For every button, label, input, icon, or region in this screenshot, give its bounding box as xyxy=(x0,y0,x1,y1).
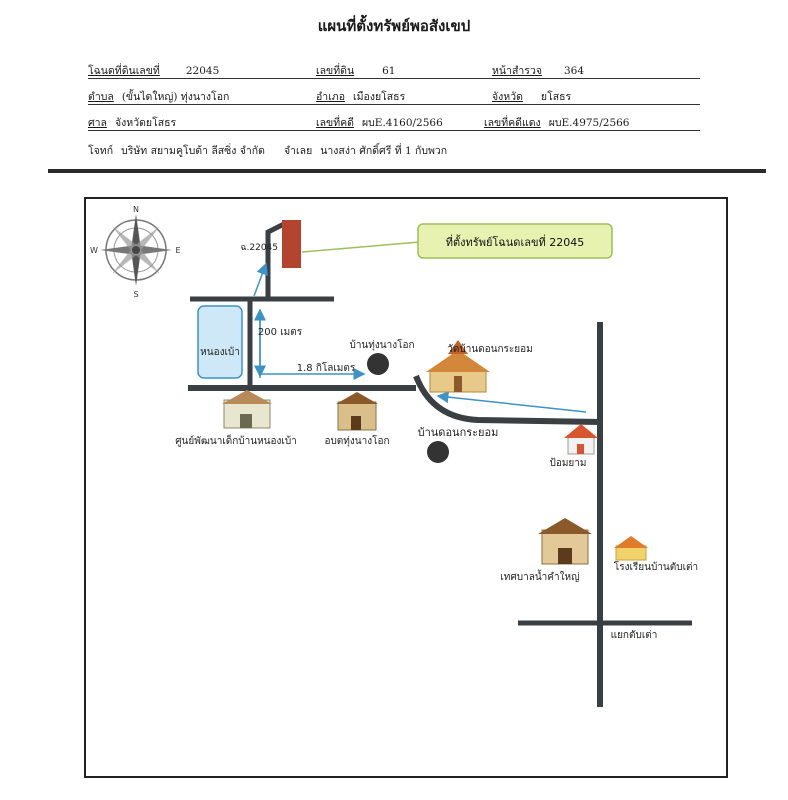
sao-label: อบตทุ่งนางโอก xyxy=(324,436,390,447)
sao-icon xyxy=(336,392,378,430)
parcel-marker xyxy=(282,220,301,268)
red-case-label: เลขที่คดีแดง xyxy=(484,117,541,129)
subdistrict-value: (ขั้นไดใหญ่) ทุ่งนางโอก xyxy=(121,91,230,103)
village-north-label: บ้านทุ่งนางโอก xyxy=(349,340,415,351)
header-row-location xyxy=(88,84,700,105)
municipality-label: เทศบาลน้ำคำใหญ่ xyxy=(500,572,580,583)
compass-north-label: N xyxy=(133,205,139,214)
child-center-label: ศูนย์พัฒนาเด็กบ้านหนองเบ้า xyxy=(175,436,297,447)
child-center-icon xyxy=(222,390,272,428)
house-icon xyxy=(564,424,598,454)
compass-west-label: W xyxy=(90,246,98,255)
compass-icon xyxy=(100,214,172,286)
map-frame xyxy=(84,197,728,778)
survey-page-value: 364 xyxy=(564,65,585,77)
deed-value: 22045 xyxy=(185,65,220,77)
house-label: ป้อมยาม xyxy=(549,458,587,469)
red-case-value: ผบE.4975/2566 xyxy=(548,117,630,129)
section-divider xyxy=(48,169,766,173)
village-south-marker xyxy=(427,441,449,463)
pond-icon xyxy=(198,306,242,378)
parcel-label: ฉ.22045 xyxy=(240,243,278,253)
defendant-label: จำเลย xyxy=(284,145,313,157)
road-to-parcel xyxy=(268,224,284,298)
province-label: จังหวัด xyxy=(492,91,523,103)
court-label: ศาล xyxy=(88,117,107,129)
case-label: เลขที่คดี xyxy=(316,117,354,129)
page-title: แผนที่ตั้งทรัพย์พอสังเขป xyxy=(317,17,471,35)
case-value: ผบE.4160/2566 xyxy=(361,117,443,129)
school-icon xyxy=(614,536,648,560)
province-value: ยโสธร xyxy=(540,91,572,103)
compass-east-label: E xyxy=(175,246,181,255)
plaintiff-label: โจทก์ xyxy=(88,145,114,157)
school-label: โรงเรียนบ้านตับเต่า xyxy=(613,562,699,573)
village-north-marker xyxy=(367,353,389,375)
plaintiff-value: บริษัท สยามคูโบต้า ลีสซิ่ง จำกัด xyxy=(121,145,265,157)
court-value: จังหวัดยโสธร xyxy=(115,117,177,129)
map-canvas xyxy=(86,199,726,776)
deed-label: โฉนดที่ดินเลขที่ xyxy=(88,65,160,77)
survey-page-label: หน้าสำรวจ xyxy=(492,65,542,77)
distance-vertical-label: 200 เมตร xyxy=(257,327,303,338)
pond-label: หนองเบ้า xyxy=(200,347,240,358)
callout-pointer xyxy=(302,242,420,252)
district-value: เมืองยโสธร xyxy=(353,91,406,103)
village-south-label: บ้านดอนกระยอม xyxy=(417,426,499,439)
district-label: อำเภอ xyxy=(316,91,346,103)
compass-south-label: S xyxy=(133,290,139,299)
distance-horizontal-label: 1.8 กิโลเมตร xyxy=(296,363,356,374)
header-row-deed xyxy=(88,58,700,79)
temple-label: วัดบ้านดอนกระยอม xyxy=(447,344,533,355)
land-no-label: เลขที่ดิน xyxy=(316,65,355,77)
land-no-value: 61 xyxy=(382,65,396,77)
subdistrict-label: ตำบล xyxy=(88,91,114,103)
municipality-icon xyxy=(538,518,592,564)
header-row-court xyxy=(88,110,700,131)
defendant-value: นางสง่า ศักดิ์ศรี ที่ 1 กับพวก xyxy=(320,145,448,157)
junction-label: แยกตับเต่า xyxy=(610,630,658,641)
header-row-parties xyxy=(88,138,700,158)
callout-label: ที่ตั้งทรัพย์โฉนดเลขที่ 22045 xyxy=(445,236,585,249)
